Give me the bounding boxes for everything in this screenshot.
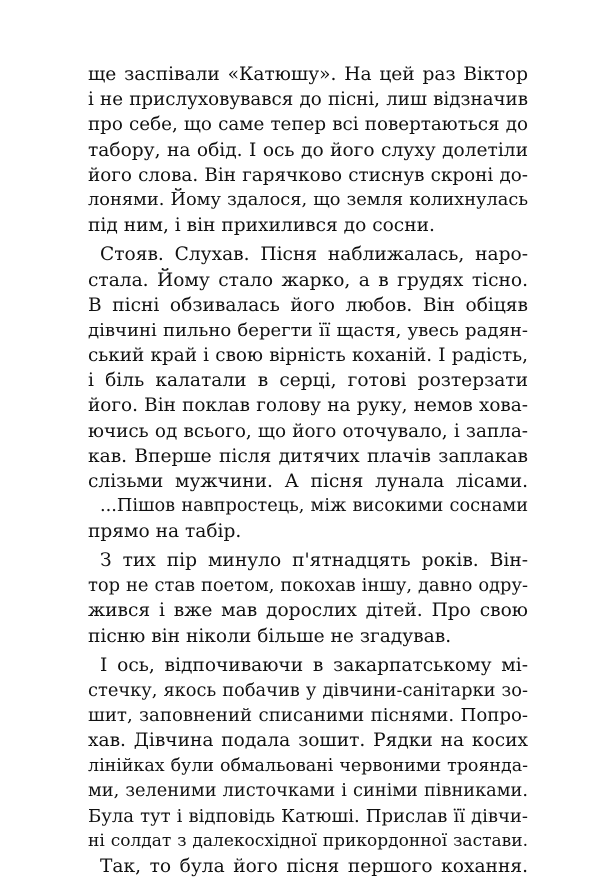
paragraph	[88, 548, 528, 649]
paragraph	[88, 854, 528, 879]
text-line: З тих пір минуло п'ятнадцять років. Він-	[100, 550, 528, 571]
text-line: В пісні обзивалась його любов. Він обіцяв	[88, 294, 528, 316]
text-line: його слова. Він гарячково стиснув скроні до-	[88, 164, 528, 186]
text-line: лінійках були обмальовані червоними троянда-	[88, 755, 528, 776]
text-line: під ним, і він прихилився до сосни.	[88, 215, 435, 237]
text-line: стала. Йому стало жарко, а в грудях тісно.	[88, 269, 528, 291]
paragraph	[88, 494, 528, 544]
text-line: лонями. Йому здалося, що земля колихнулась	[88, 189, 528, 210]
text-line: дівчині пильно берегти її щастя, увесь радян-	[88, 319, 528, 341]
paragraph	[88, 653, 528, 855]
text-line: про себе, що саме тепер всі повертаються до	[88, 114, 528, 136]
text-section-1	[88, 62, 528, 545]
paragraph	[88, 242, 528, 494]
text-line: і біль калатали в серці, готові розтерзати	[88, 370, 528, 392]
text-line: ...Пішов навпростець, між високими соснами	[100, 496, 528, 517]
text-line: стечку, якось побачив у дівчини-санітарки зо-	[88, 679, 528, 701]
text-line: ми, зеленими листочками і синіми півниками.	[88, 780, 528, 801]
text-line: ні солдат з далекосхідної прикордонної застави.	[88, 831, 528, 852]
text-line: ючись од всього, що його оточувало, і запла-	[88, 420, 528, 442]
text-line: слізьми мужчини. А пісня лунала лісами.	[88, 471, 528, 492]
text-line: кав. Вперше після дитячих плачів заплакав	[88, 445, 528, 467]
text-line: Так, то була його пісня першого кохання.	[100, 856, 528, 878]
text-line: шит, заповнений списаними піснями. Попро-	[88, 705, 528, 727]
text-section-2	[88, 548, 528, 879]
text-line: хав. Дівчина подала зошит. Рядки на косих	[88, 730, 528, 752]
text-line: Була тут і відповідь Катюші. Прислав її дівчи-	[88, 805, 528, 827]
text-line: ще заспівали «Катюшу». На цей раз Віктор	[88, 64, 528, 85]
text-line: ський край і свою вірність коханій. І радість,	[88, 345, 528, 367]
text-line: прямо на табір.	[88, 521, 242, 543]
text-line: Стояв. Слухав. Пісня наближалась, наро-	[100, 244, 528, 266]
text-line: І ось, відпочиваючи в закарпатському мі-	[100, 654, 528, 676]
text-line: його. Він поклав голову на руку, немов хова-	[88, 395, 528, 417]
text-line: тор не став поетом, покохав іншу, давно одру-	[88, 575, 528, 597]
paragraph	[88, 62, 528, 238]
text-line: пісню він ніколи більше не згадував.	[88, 625, 452, 647]
text-line: жився і вже мав дорослих дітей. Про свою	[88, 600, 528, 622]
text-line: і не прислуховувався до пісні, лиш відзначив	[88, 89, 528, 111]
text-line: табору, на обід. І ось до його слуху долетіли	[88, 139, 528, 161]
